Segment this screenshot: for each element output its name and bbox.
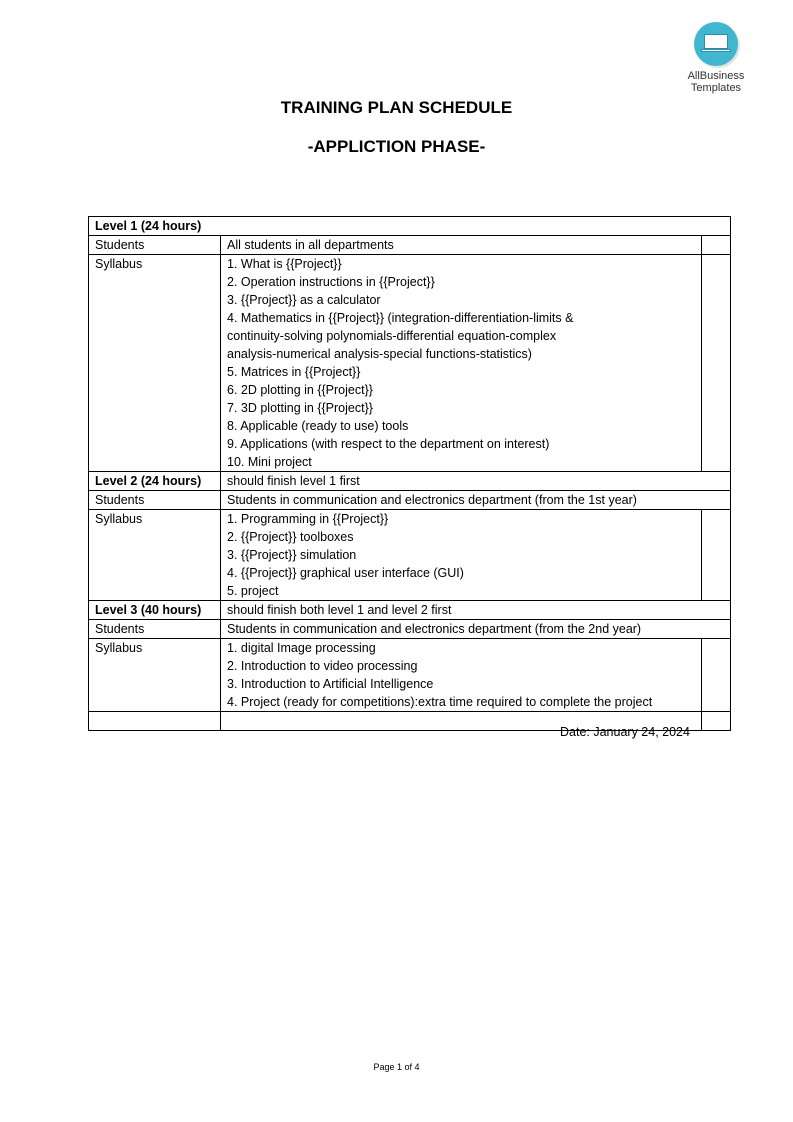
list-item: 2. Introduction to video processing [227, 659, 418, 673]
list-item: 3. {{Project}} as a calculator [227, 293, 381, 307]
level3-heading-row [89, 601, 731, 620]
list-item: 2. {{Project}} toolboxes [227, 530, 354, 544]
list-item: 4. Mathematics in {{Project}} (integration-differentiation-limits & [227, 311, 574, 325]
list-item: 6. 2D plotting in {{Project}} [227, 383, 373, 397]
allbusiness-templates-logo [680, 22, 752, 94]
document-date: Date: January 24, 2024 [560, 725, 690, 739]
list-item: continuity-solving polynomials-differential equation-complex [227, 329, 557, 343]
level3-heading: Level 3 (40 hours) [89, 601, 221, 620]
empty-cell [702, 236, 731, 255]
empty-cell [702, 712, 731, 731]
level3-students-label: Students [89, 620, 221, 639]
table-row [89, 620, 731, 639]
level2-students-label: Students [89, 491, 221, 510]
list-item: analysis-numerical analysis-special functions-statistics) [227, 347, 532, 361]
level1-syllabus-list [221, 255, 702, 472]
level2-heading-row [89, 472, 731, 491]
list-item: 7. 3D plotting in {{Project}} [227, 401, 373, 415]
level1-heading-row [89, 217, 731, 236]
list-item: 8. Applicable (ready to use) tools [227, 419, 409, 433]
level2-heading: Level 2 (24 hours) [89, 472, 221, 491]
table-row [89, 255, 731, 472]
laptop-icon [694, 22, 738, 66]
list-item: 5. Matrices in {{Project}} [227, 365, 361, 379]
list-item: 9. Applications (with respect to the department on interest) [227, 437, 550, 451]
list-item: 2. Operation instructions in {{Project}} [227, 275, 435, 289]
training-plan-table [88, 216, 731, 731]
level1-students-label: Students [89, 236, 221, 255]
level3-note: should finish both level 1 and level 2 first [221, 601, 731, 620]
list-item: 1. Programming in {{Project}} [227, 512, 389, 526]
empty-cell [702, 510, 731, 601]
list-item: 4. {{Project}} graphical user interface (GUI) [227, 566, 464, 580]
list-item: 3. Introduction to Artificial Intelligence [227, 677, 434, 691]
level2-syllabus-label: Syllabus [89, 510, 221, 601]
list-item: 1. What is {{Project}} [227, 257, 342, 271]
list-item: 4. Project (ready for competitions):extra time required to complete the project [227, 695, 653, 709]
level3-students-value: Students in communication and electronics department (from the 2nd year) [221, 620, 731, 639]
level1-syllabus-label: Syllabus [89, 255, 221, 472]
empty-cell [702, 255, 731, 472]
level2-students-value: Students in communication and electronics department (from the 1st year) [221, 491, 731, 510]
list-item: 10. Mini project [227, 455, 312, 469]
table-row [89, 491, 731, 510]
level2-syllabus-list [221, 510, 702, 601]
empty-cell [89, 712, 221, 731]
logo-line1: AllBusiness [687, 70, 745, 82]
level2-note: should finish level 1 first [221, 472, 731, 491]
table-row [89, 510, 731, 601]
list-item: 3. {{Project}} simulation [227, 548, 357, 562]
list-item: 1. digital Image processing [227, 641, 376, 655]
level1-heading: Level 1 (24 hours) [89, 217, 731, 236]
document-title: TRAINING PLAN SCHEDULE [280, 98, 513, 117]
list-item: 5. project [227, 584, 279, 598]
level1-students-value: All students in all departments [221, 236, 702, 255]
table-row [89, 639, 731, 712]
document-subtitle: -APPLICTION PHASE- [307, 137, 486, 156]
level3-syllabus-label: Syllabus [89, 639, 221, 712]
page-number: Page 1 of 4 [373, 1062, 420, 1072]
logo-line2: Templates [690, 82, 742, 94]
table-row [89, 236, 731, 255]
level3-syllabus-list [221, 639, 702, 712]
empty-cell [702, 639, 731, 712]
